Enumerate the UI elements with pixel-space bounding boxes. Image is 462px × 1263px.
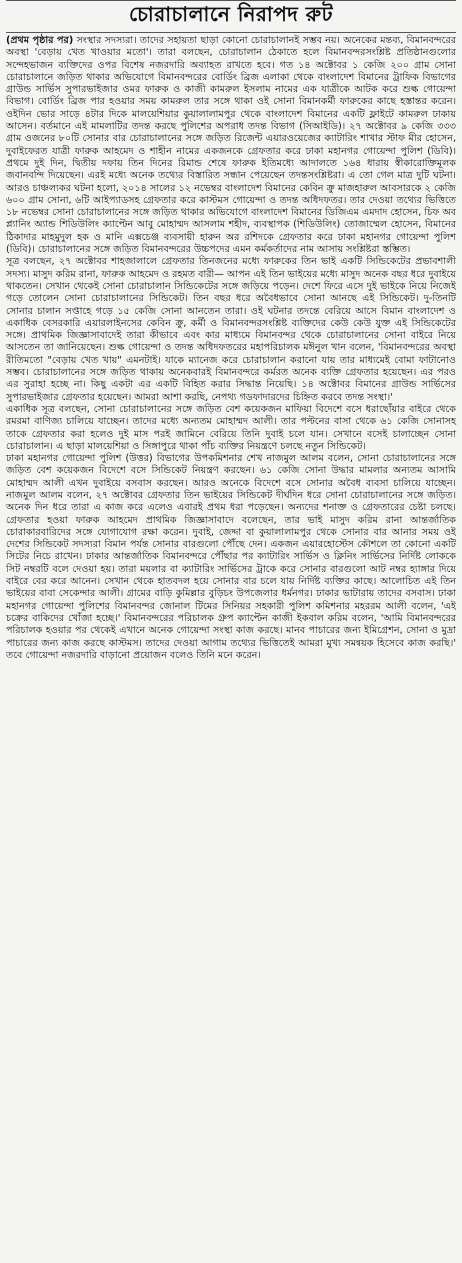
article-paragraph: একাধিক সূত্র বলছেন, সোনা চোরাচালানের সঙ্গে জড়িত বেশ কয়েকজন মাফিয়া বিদেশে বসে ধরাছোঁয়ার বাইরে থেকে রমরমা বাণিজ্য চালিয়ে যাচ্ছেন। তাদের মধ্যে অন্যতম মোহাম্মদ আলী। তার পল্টনের বাসা থেকে ৬১ কেজি সোনাসহ তাকে গ্রেফতার করা হলেও দুই মাস পরই জামিনে বেরিয়ে তিনি দুবাই চলে যান। সেখানে বসেই চালাচ্ছেন সোনা চোরাচালান। এ ছাড়া মালয়েশিয়া ও সিঙ্গাপুরে থাকা পাঁচ ব্যক্তির নিয়ন্ত্রণে চলছে নতুন সিন্ডিকেট। [6, 403, 456, 452]
article-paragraph [6, 35, 456, 256]
continued-label: (প্রথম পৃষ্ঠার পর) [6, 35, 74, 46]
article-paragraph: ঢাকা মহানগর গোয়েন্দা পুলিশ (উত্তর) বিভাগের উপকমিশনার শেখ নাজমুল আলম বলেন, সোনা চোরাচালানের সঙ্গে জড়িত বেশ কয়েকজন বিদেশে বসে সিন্ডিকেট নিয়ন্ত্রণ করছেন। ৬১ কেজি সোনা উদ্ধার মামলার অন্যতম আসামি মোহাম্মদ আলী এখন দুবাইয়ে বসবাস করছেন। আরও অনেকে বিদেশে বসে সোনার অবৈধ ব্যবসা চালিয়ে যাচ্ছেন। নাজমুল আলম বলেন, ২৭ অক্টোবর গ্রেফতার তিন ভাইয়ের সিন্ডিকেট দীর্ঘদিন ধরে সোনা চোরাচালানের সঙ্গে জড়িত। অনেক দিন ধরে তারা এ কাজ করে এলেও এবারই প্রথম ধরা পড়েছেন। অন্যদের শনাক্ত ও গ্রেফতারের চেষ্টা চলছে। গ্রেফতার হওয়া ফারুক আহমেদ প্রাথমিক জিজ্ঞাসাবাদে বলেছেন, তার ভাই মাসুদ করিম রানা আন্তর্জাতিক চোরাকারবারিদের সঙ্গে যোগাযোগ রক্ষা করেন। দুবাই, জেদ্দা বা কুয়ালালামপুর থেকে সোনার বার আনার সময় ওই দেশের সিন্ডিকেট সদস্যরা বিমান পর্যন্ত সোনার বারগুলো পৌঁছে দেন। একজন এয়ারহোস্টেস কৌশলে তা কোনো একটি সিটের নিচে রাখেন। ঢাকার আন্তর্জাতিক বিমানবন্দরে পৌঁছার পর ক্যাটারিং সার্ভিস ও ক্লিনিং সার্ভিসের নির্দিষ্ট লোককে সিট নম্বরটি বলে দেওয়া হয়। তারা ময়লার বা ক্যাটারিং সার্ভিসের ট্রাকে করে সোনার বারগুলো আট নম্বর হ্যাঙ্গার দিয়ে বাইরে বের করে আনেন। সেখান থেকে হাতবদল হয়ে সোনার বার চলে যায় নির্দিষ্ট ব্যক্তির কাছে। আলোচিত এই তিন ভাইয়ের বাবা সেকেন্দার আলী। গ্রামের বাড়ি কুমিল্লার বুড়িচং উপজেলার ধর্মনগর। ঢাকার ভাটারায় তাদের বসবাস। ঢাকা মহানগর গোয়েন্দা পুলিশের বিমানবন্দর জোনাল টিমের সিনিয়র সহকারী পুলিশ কমিশনার মহররম আলী বলেন, 'এই চক্রের বাকিদের খোঁজা হচ্ছে।' বিমানবন্দরের পরিচালক গ্রুপ ক্যাপ্টেন কাজী ইকবাল করিম বলেন, 'আমি বিমানবন্দরের পরিচালক হওয়ার পর থেকেই এখানে অনেক গোয়েন্দা সংস্থা কাজ করছে। মানব পাচারের জন্য ইমিগ্রেশন, সোনা ও মুদ্রা পাচারের জন্য কাজ করছে কাস্টমস। তাদের দেওয়া আগাম তথ্যের ভিত্তিতেই আমরা মুখ্য সমন্বয়ক হিসেবে কাজ করছি।' তবে গোয়েন্দা নজরদারি বাড়ানো প্রয়োজন বলেও তিনি মনে করেন। [6, 453, 456, 661]
paragraph-text: সংস্থার সদস্যরা। তাদের সহায়তা ছাড়া কোনো চোরাচালানই সম্ভব নয়। অনেকের মন্তব্য, বিমানবন্দরের অবস্থা 'বেড়ায় খেত খাওয়ার মতো'। তারা বলছেন, চোরাচালান ঠেকাতে হলে বিমানবন্দরসংশ্লিষ্ট প্রতিষ্ঠানগুলোর সন্দেহভাজন ব্যক্তিদের ওপর বিশেষ নজরদারি অব্যাহত রাখতে হবে। গত ১৪ অক্টোবর ১ কেজি ২০০ গ্রাম সোনা চোরাচালানে জড়িত থাকার অভিযোগে বিমানবন্দরের বোর্ডিং ব্রিজ এলাকা থেকে বাংলাদেশ বিমানের ট্রাফিক বিভাগের গ্রাউন্ড সার্ভিস সুপারভাইজার ওমর ফারুক ও কাজী কামরুল ইসলাম নামের এক যাত্রীকে আটক করে শুল্ক গোয়েন্দা বিভাগ। বোর্ডিং ব্রিজ পার হওয়ার সময় কামরুল তার সঙ্গে থাকা ওই সোনা বিমানকর্মী ফারুকের কাছে হস্তান্তর করেন। ওইদিন ভোর সাড়ে ৪টার দিকে মালয়েশিয়ার কুয়ালালামপুর থেকে বাংলাদেশ বিমানের একটি ফ্লাইটে কামরুল ঢাকায় আসেন। বর্তমানে এই মামলাটির তদন্ত করছে পুলিশের অপরাধ তদন্ত বিভাগ (সিআইডি)। ২৭ অক্টোবর ৯ কেজি ৩৩৩ গ্রাম ওজনের ৮০টি সোনার বার চোরাচালানের সঙ্গে জড়িত রিজেন্ট এয়ারওয়েজের ক্যাটারিং শাখার স্টাফ মীর হোসেন, দুবাইফেরত যাত্রী ফারুক আহমেদ ও শাহীন নামের একজনকে গ্রেফতার করে ঢাকা মহানগর গোয়েন্দা পুলিশ (ডিবি)। প্রথমে দুই দিন, দ্বিতীয় দফায় তিন দিনের রিমান্ড শেষে ফারুক ইতিমধ্যে আদালতে ১৬৪ ধারায় স্বীকারোক্তিমূলক জবানবন্দি দিয়েছেন। এরই মধ্যে অনেক তথ্যের বিস্তারিত সন্ধান পেয়েছেন তদন্তসংশ্লিষ্টরা। এ তো গেল মাত্র দুটি ঘটনা। আরও চাঞ্চল্যকর ঘটনা হলো, ২০১৪ সালের ১২ নভেম্বর বাংলাদেশ বিমানের কেবিন ক্রু মাজহারুল আবসারকে ২ কেজি ৬০০ গ্রাম সোনা, ৬টি আইপ্যাডসহ গ্রেফতার করে কাস্টমস গোয়েন্দা ও তদন্ত অধিদফতর। তার দেওয়া তথ্যের ভিত্তিতে ১৮ নভেম্বর সোনা চোরাচালানের সঙ্গে জড়িত থাকার অভিযোগে বাংলাদেশ বিমানের ডিজিএম এমদাদ হোসেন, চিফ অব প্ল্যানিং অ্যান্ড শিডিউলিং ক্যাপ্টেন আবু মোহাম্মদ আসলাম শহীদ, ব্যবস্থাপক (শিডিউলিং) তোজাম্মেল হোসেন, বিমানের ঠিকাদার মাহমুদুল হক ও মানি এক্সচেঞ্জ ব্যবসায়ী হারুন অর রশিদকে গ্রেফতার করে ঢাকা মহানগর গোয়েন্দা পুলিশ (ডিবি)। চোরাচালানের সঙ্গে জড়িত বিমানবন্দরের উচ্চপদের এমন কর্মকর্তাদের নাম আসায় সংশ্লিষ্টরা স্তম্ভিত। [6, 35, 456, 256]
article-headline: চোরাচালানে নিরাপদ রুট [6, 0, 456, 33]
article-paragraph: সূত্র বলছেন, ২৭ অক্টোবর শাহজালালে গ্রেফতার তিনজনের মধ্যে ফারুকের তিন ভাই একটি সিন্ডিকেটের প্রভাবশালী সদস্য। মাসুদ করিম রানা, ফারুক আহমেদ ও রহমত বারী— আপন এই তিন ভাইয়ের মধ্যে মাসুদ অনেক বছর ধরে দুবাইয়ে থাকতেন। সেখান থেকেই সোনা চোরাচালান সিন্ডিকেটের সঙ্গে জড়িয়ে পড়েন। দেশে ফিরে এসে দুই ভাইকে নিয়ে নিজেই গড়ে তোলেন সোনা চোরাচালানের সিন্ডিকেট। তিন বছর ধরে অবৈধভাবে সোনা আনছে এই সিন্ডিকেট। দু-তিনটি সোনার চালান সপ্তাহে গড়ে ১৫ কেজি সোনা আনতেন তারা। ওই ঘটনার তদন্তে বেরিয়ে আসে বিমান বাংলাদেশ ও একাধিক বেসরকারি এয়ারলাইনসের কেবিন ক্রু, কর্মী ও বিমানবন্দরসংশ্লিষ্ট ব্যক্তিদের কেউ কেউ যুক্ত এই সিন্ডিকেটের সঙ্গে। প্রাথমিক জিজ্ঞাসাবাদেই তারা কীভাবে এবং কার মাধ্যমে বিমানবন্দর থেকে চোরাচালানের সোনা বাইরে নিয়ে আসতেন তা জানিয়েছেন। শুল্ক গোয়েন্দা ও তদন্ত অধিদফতরের মহাপরিচালক মঈনুল খান বলেন, 'বিমানবন্দরের অবস্থা রীতিমতো "বেড়ায় খেত খায়" এমনটাই। যাকে ম্যানেজ করে চোরাচালান করানো যায় তার মাধ্যমেই বোমা ফাটানোও সম্ভব। চোরাচালানের সঙ্গে জড়িত থাকায় অনেকবারই বিমানবন্দরে কর্মরত অনেক ব্যক্তি গ্রেফতার হয়েছেন। এর পরও এর সুরাহা হচ্ছে না। কিছু একটা এর একটি বিহিত করার সিদ্ধান্ত নিয়েছি। ১৪ অক্টোবর বিমানের গ্রাউন্ড সার্ভিসের সুপারভাইজার গ্রেফতার হয়েছেন। আমরা আশা করছি, নেপথ্য গডফাদারদের চিহ্নিত করবে তদন্ত সংস্থা।' [6, 256, 456, 403]
article-body [6, 35, 456, 662]
